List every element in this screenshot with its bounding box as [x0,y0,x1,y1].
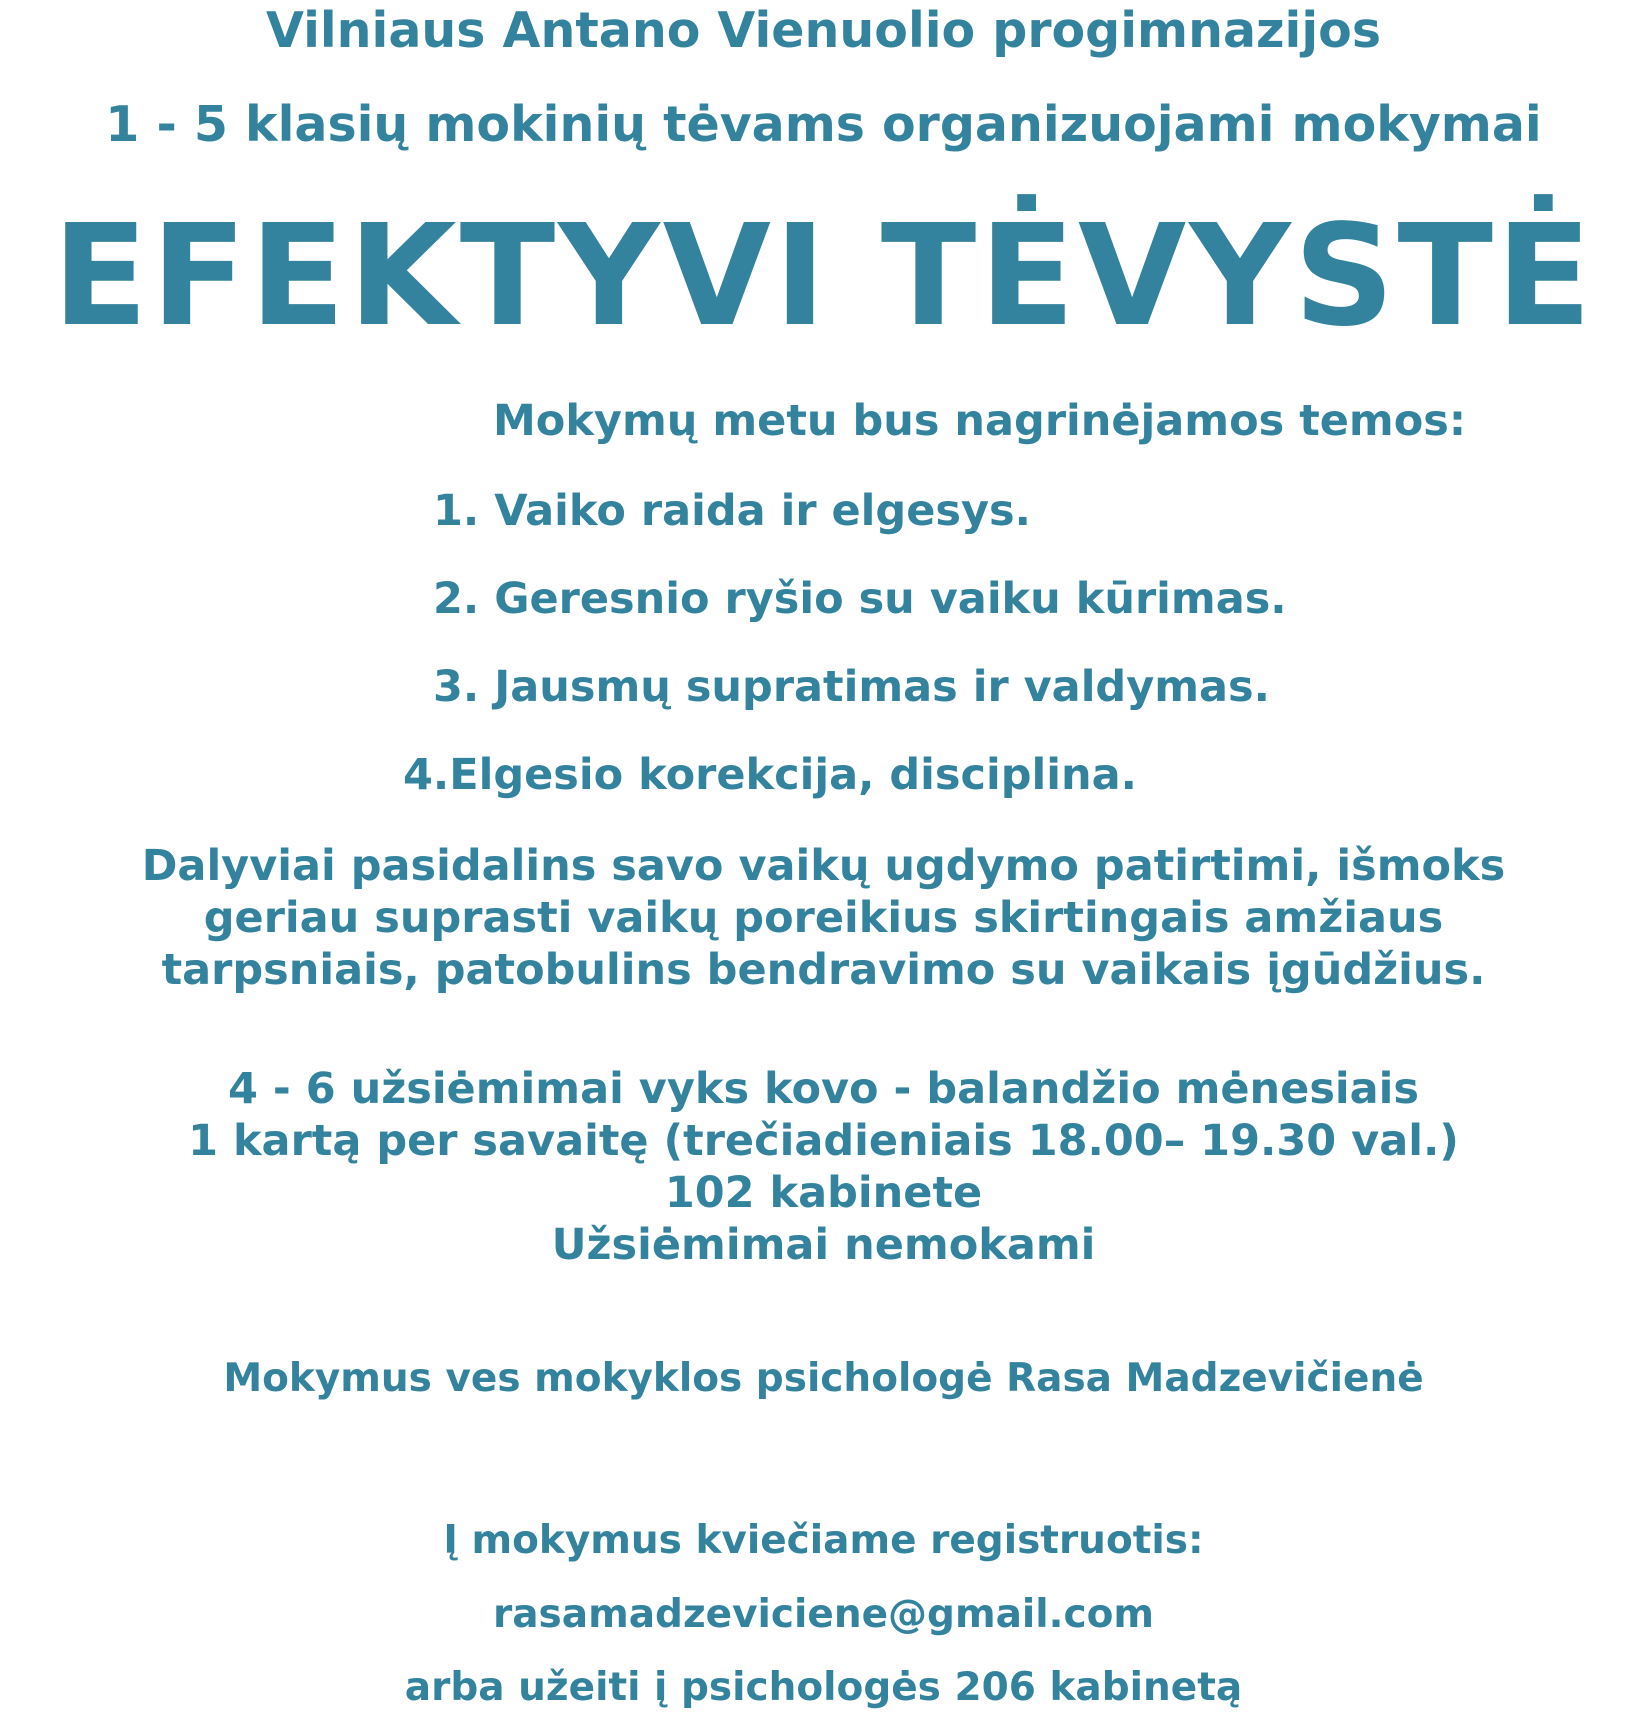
description-line: Dalyviai pasidalins savo vaikų ugdymo patirtimi, išmoks [141,841,1506,891]
registration-alternative: arba užeiti į psichologės 206 kabinetą [404,1665,1243,1710]
topic-item: 4.Elgesio korekcija, disciplina. [403,750,1137,800]
teacher-line: Mokymus ves mokyklos psichologė Rasa Madzevičienė [223,1356,1424,1401]
description-line: geriau suprasti vaikų poreikius skirtingais amžiaus [203,893,1444,943]
page-title: EFEKTYVI TĖVYSTĖ [52,195,1595,358]
registration-heading: Į mokymus kviečiame registruotis: [443,1518,1204,1563]
schedule-block [0,1063,1647,1271]
schedule-line: Užsiėmimai nemokami [551,1220,1096,1270]
topic-item: 2. Geresnio ryšio su vaiku kūrimas. [433,574,1287,624]
schedule-line: 4 - 6 užsiėmimai vyks kovo - balandžio mėnesiais [227,1064,1420,1114]
description-paragraph [0,840,1647,996]
topic-item: 3. Jausmų supratimas ir valdymas. [433,662,1270,712]
schedule-line: 1 kartą per savaitę (trečiadieniais 18.00– 19.30 val.) [188,1116,1459,1166]
topics-heading: Mokymų metu bus nagrinėjamos temos: [493,396,1467,446]
schedule-line: 102 kabinete [664,1168,983,1218]
intro-line: 1 - 5 klasių mokinių tėvams organizuojami mokymai [105,96,1542,153]
school-name: Vilniaus Antano Vienuolio progimnazijos [266,2,1381,59]
topic-item: 1. Vaiko raida ir elgesys. [433,486,1031,536]
description-line: tarpsniais, patobulins bendravimo su vaikais įgūdžius. [161,945,1486,995]
registration-email: rasamadzeviciene@gmail.com [492,1592,1155,1637]
